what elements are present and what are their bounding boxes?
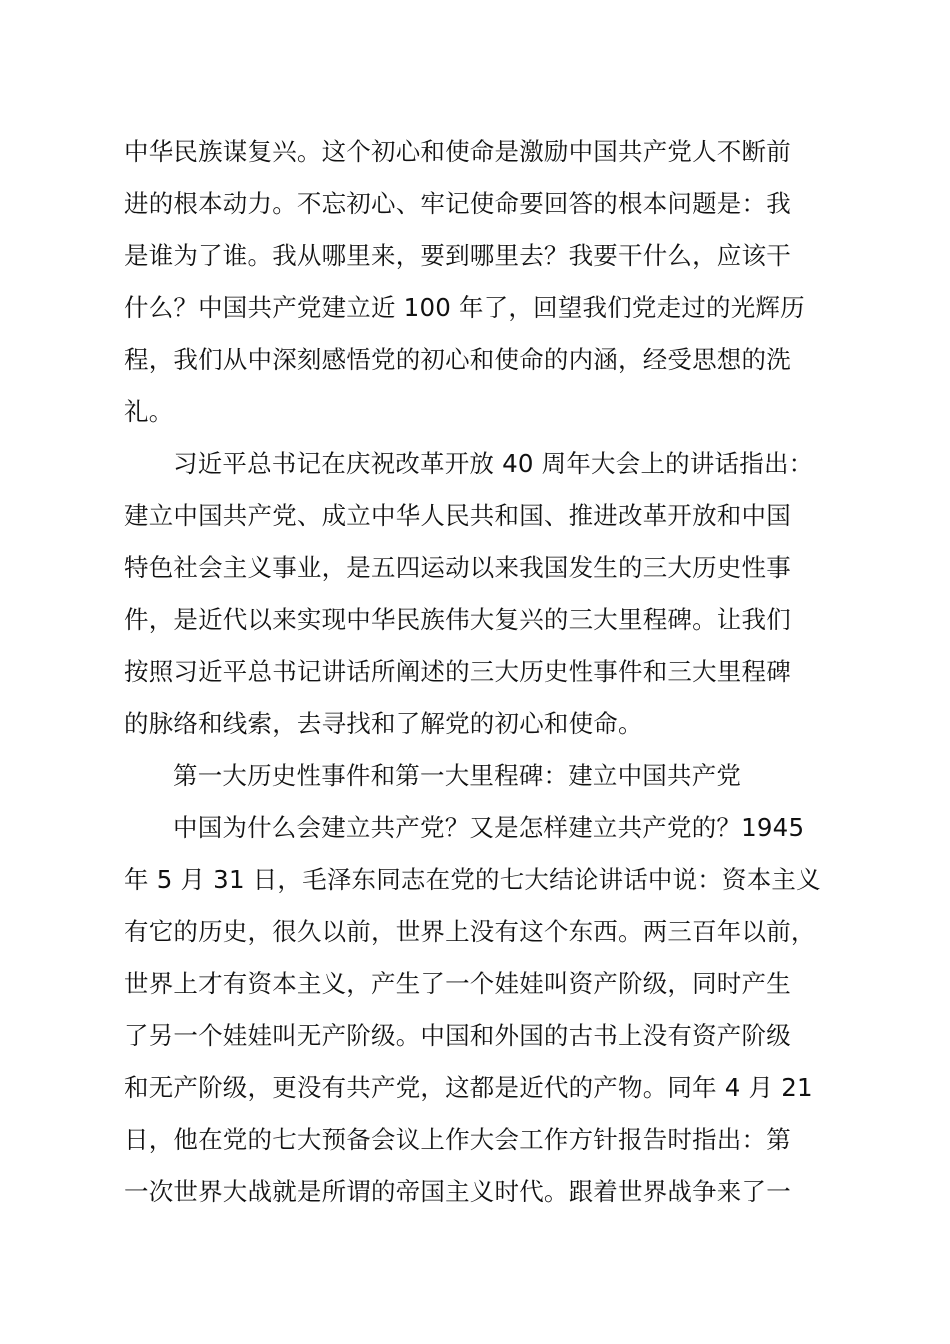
text-line: 特色社会主义事业，是五四运动以来我国发生的三大历史性事 [124, 553, 791, 582]
paragraph-first-line: 中国为什么会建立共产党？又是怎样建立共产党的？1945 [173, 813, 805, 842]
text-line: 进的根本动力。不忘初心、牢记使命要回答的根本问题是：我 [124, 189, 791, 218]
text-line: 的脉络和线索，去寻找和了解党的初心和使命。 [124, 709, 643, 738]
section-heading: 第一大历史性事件和第一大里程碑：建立中国共产党 [173, 761, 742, 790]
text-line: 和无产阶级，更没有共产党，这都是近代的产物。同年 4 月 21 [124, 1073, 813, 1102]
text-line: 是谁为了谁。我从哪里来，要到哪里去？我要干什么，应该干 [124, 241, 791, 270]
text-line: 了另一个娃娃叫无产阶级。中国和外国的古书上没有资产阶级 [124, 1021, 791, 1050]
text-line: 按照习近平总书记讲话所阐述的三大历史性事件和三大里程碑 [124, 657, 791, 686]
paragraph-first-line: 习近平总书记在庆祝改革开放 40 周年大会上的讲话指出： [173, 449, 814, 478]
text-line: 有它的历史，很久以前，世界上没有这个东西。两三百年以前， [124, 917, 816, 946]
text-line: 世界上才有资本主义，产生了一个娃娃叫资产阶级，同时产生 [124, 969, 791, 998]
text-line: 什么？中国共产党建立近 100 年了，回望我们党走过的光辉历 [124, 293, 805, 322]
text-line: 一次世界大战就是所谓的帝国主义时代。跟着世界战争来了一 [124, 1177, 791, 1206]
text-line: 日，他在党的七大预备会议上作大会工作方针报告时指出：第 [124, 1125, 791, 1154]
text-line: 礼。 [124, 397, 174, 426]
text-line: 年 5 月 31 日，毛泽东同志在党的七大结论讲话中说：资本主义 [124, 865, 821, 894]
text-line: 程，我们从中深刻感悟党的初心和使命的内涵，经受思想的洗 [124, 345, 791, 374]
text-line: 中华民族谋复兴。这个初心和使命是激励中国共产党人不断前 [124, 137, 791, 166]
text-line: 件，是近代以来实现中华民族伟大复兴的三大里程碑。让我们 [124, 605, 791, 634]
text-line: 建立中国共产党、成立中华人民共和国、推进改革开放和中国 [124, 501, 791, 530]
